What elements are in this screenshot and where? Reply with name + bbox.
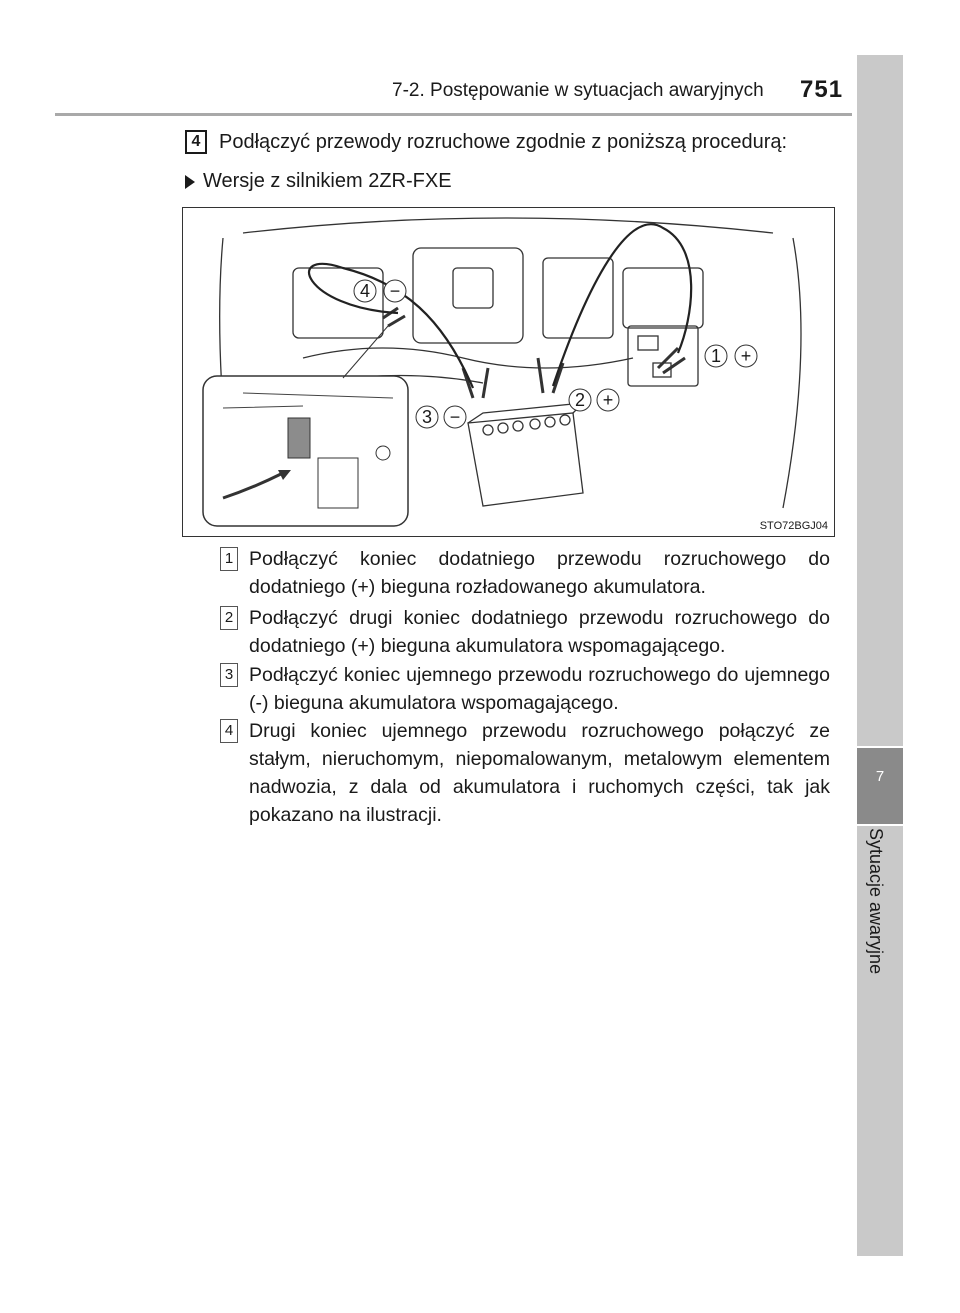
header-divider bbox=[55, 113, 852, 116]
instruction-item bbox=[220, 545, 830, 601]
triangle-bullet-icon bbox=[185, 175, 195, 189]
side-tab-chapter-marker bbox=[857, 748, 903, 824]
instruction-number-box: 3 bbox=[220, 663, 238, 687]
instruction-item bbox=[220, 717, 830, 829]
instruction-number-box: 4 bbox=[220, 719, 238, 743]
instruction-number-box: 2 bbox=[220, 606, 238, 630]
jump-start-illustration bbox=[182, 207, 835, 537]
engine-bay-drawing bbox=[183, 208, 834, 536]
callout-2 bbox=[569, 389, 619, 411]
variant-heading bbox=[185, 170, 452, 193]
chapter-label: Sytuacje awaryjne bbox=[866, 828, 886, 975]
instruction-text: Podłączyć drugi koniec dodatniego przewodu rozruchowego do dodatniego (+) bieguna akumulatora wspomagającego. bbox=[249, 607, 830, 657]
chapter-number: 7 bbox=[875, 768, 885, 785]
page-number: 751 bbox=[800, 76, 844, 103]
section-title: 7-2. Postępowanie w sytuacjach awaryjnych bbox=[392, 80, 764, 101]
instruction-number-box: 1 bbox=[220, 547, 238, 571]
step-text: Podłączyć przewody rozruchowe zgodnie z poniższą procedurą: bbox=[219, 130, 788, 153]
instruction-text: Podłączyć koniec dodatniego przewodu rozruchowego do dodatniego (+) bieguna rozładowanego akumulatora. bbox=[249, 548, 830, 598]
step-heading bbox=[185, 130, 787, 154]
callout-4-number: 4 bbox=[359, 281, 371, 301]
callout-3-number: 3 bbox=[421, 407, 433, 427]
callout-3-sign: − bbox=[449, 407, 461, 427]
instruction-item bbox=[220, 604, 830, 660]
instruction-item bbox=[220, 661, 830, 717]
side-tab-upper bbox=[857, 55, 903, 746]
step-number-box: 4 bbox=[185, 130, 207, 154]
callout-3 bbox=[416, 406, 466, 428]
callout-1-number: 1 bbox=[710, 346, 722, 366]
illustration-code: STO72BGJ04 bbox=[759, 520, 828, 532]
callout-2-number: 2 bbox=[574, 390, 586, 410]
variant-text: Wersje z silnikiem 2ZR-FXE bbox=[203, 170, 452, 192]
callout-1 bbox=[705, 345, 757, 367]
callout-4-sign: − bbox=[389, 281, 401, 301]
callout-2-sign: + bbox=[602, 390, 614, 410]
callout-4 bbox=[354, 280, 406, 302]
instruction-text: Podłączyć koniec ujemnego przewodu rozruchowego do ujemnego (-) bieguna akumulatora wspomagającego. bbox=[249, 664, 830, 714]
callout-1-sign: + bbox=[740, 346, 752, 366]
instruction-text: Drugi koniec ujemnego przewodu rozruchowego połączyć ze stałym, nieruchomym, niepomalowanym, metalowym elementem nadwozia, z dala od akumulatora i ruchomych części, tak jak pokazano na ilustracji. bbox=[249, 720, 830, 826]
